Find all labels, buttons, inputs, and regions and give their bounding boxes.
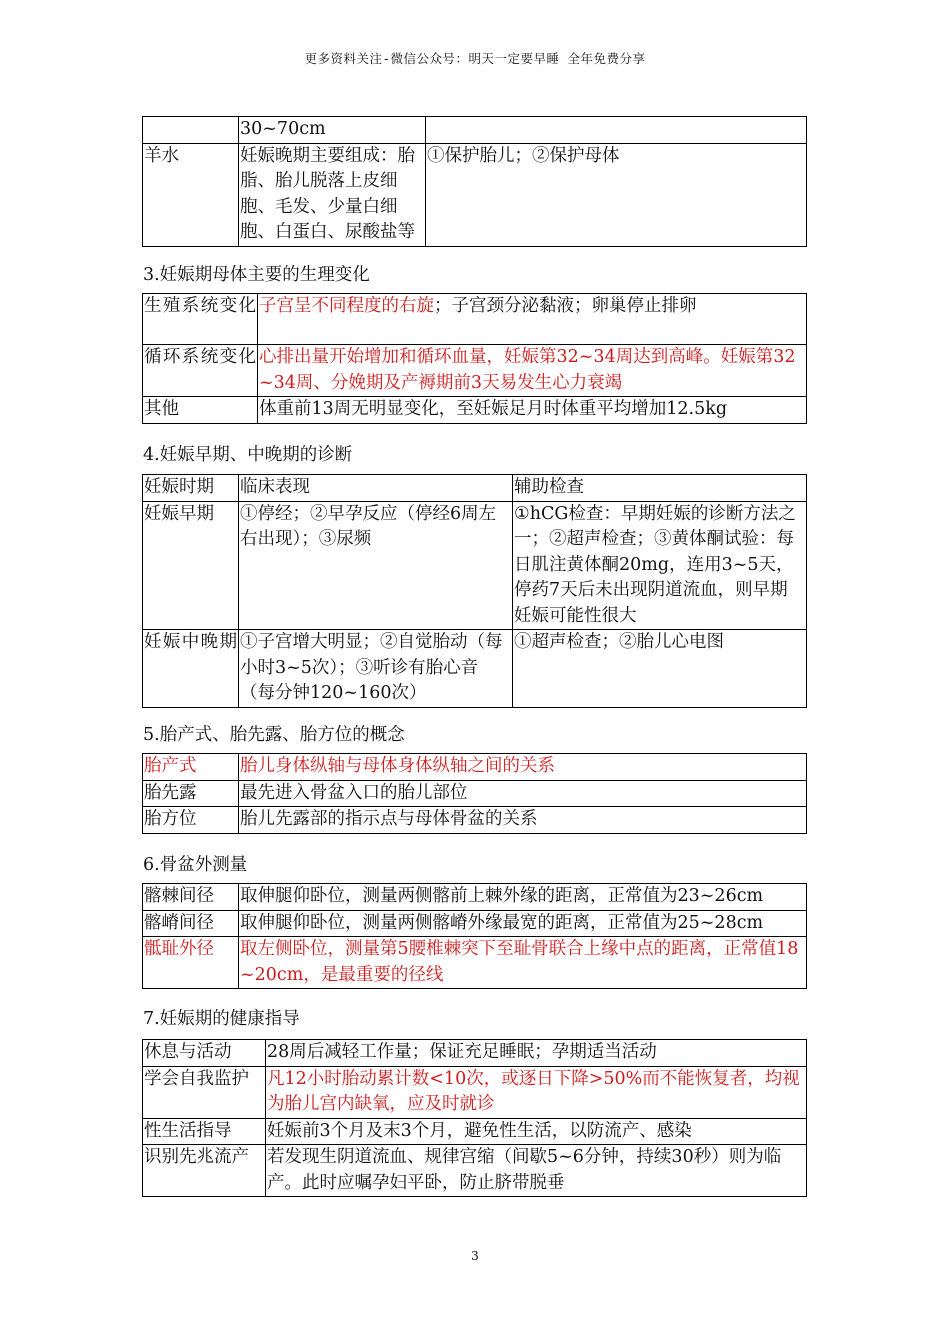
table-cell: ①超声检查；②胎儿心电图 <box>513 630 807 708</box>
table-cell: 取左侧卧位，测量第5腰椎棘突下至耻骨联合上缘中点的距离，正常值18~20cm，是最重要的径线 <box>239 937 807 989</box>
row-label: 其他 <box>143 397 258 424</box>
table-cell: ①停经；②早孕反应（停经6周左右出现）；③尿频 <box>239 501 513 630</box>
table-cell <box>143 117 239 144</box>
amniotic-fluid-table <box>142 116 807 247</box>
table-cell: 最先进入骨盆入口的胎儿部位 <box>239 780 807 807</box>
row-label: 胎方位 <box>143 807 239 834</box>
table-cell: ①保护胎儿；②保护母体 <box>426 143 807 246</box>
row-label: 羊水 <box>143 143 239 246</box>
row-label: 髂嵴间径 <box>143 910 239 937</box>
section-heading: 4.妊娠早期、中晚期的诊断 <box>143 445 353 465</box>
section-heading: 3.妊娠期母体主要的生理变化 <box>143 265 370 285</box>
row-label: 循环系统变化 <box>143 345 258 397</box>
row-label: 识别先兆流产 <box>143 1145 266 1197</box>
table-cell <box>426 117 807 144</box>
row-label: 胎先露 <box>143 780 239 807</box>
column-header: 妊娠时期 <box>143 475 239 502</box>
row-label: 妊娠早期 <box>143 501 239 630</box>
table-cell: ①子宫增大明显；②自觉胎动（每小时3~5次）；③听诊有胎心音（每分钟120~160次） <box>239 630 513 708</box>
pelvic-measurement-table <box>142 883 807 989</box>
physiological-changes-table <box>142 293 807 424</box>
health-guidance-table <box>142 1039 807 1197</box>
table-cell: 体重前13周无明显变化，至妊娠足月时体重平均增加12.5kg <box>258 397 807 424</box>
table-cell: 心排出量开始增加和循环血量，妊娠第32~34周达到高峰。妊娠第32~34周、分娩期及产褥期前3天易发生心力衰竭 <box>258 345 807 397</box>
table-cell <box>258 294 807 345</box>
table-cell: 28周后减轻工作量；保证充足睡眠；孕期适当活动 <box>266 1040 807 1067</box>
column-header: 辅助检查 <box>513 475 807 502</box>
column-header: 临床表现 <box>239 475 513 502</box>
row-label: 学会自我监护 <box>143 1066 266 1118</box>
row-label: 休息与活动 <box>143 1040 266 1067</box>
row-label: 胎产式 <box>143 754 239 781</box>
row-label: 妊娠中晚期 <box>143 630 239 708</box>
section-heading: 5.胎产式、胎先露、胎方位的概念 <box>143 725 405 745</box>
section-heading: 6.骨盆外测量 <box>143 855 248 875</box>
table-cell: 妊娠晚期主要组成：胎脂、胎儿脱落上皮细胞、毛发、少量白细胞、白蛋白、尿酸盐等 <box>239 143 426 246</box>
table-cell: 若发现生阴道流血、规律宫缩（间歇5~6分钟，持续30秒）则为临产。此时应嘱孕妇平卧，防止脐带脱垂 <box>266 1145 807 1197</box>
table-text: ；子宫颈分泌黏液；卵巢停止排卵 <box>434 296 697 316</box>
table-cell: 30~70cm <box>239 117 426 144</box>
highlight-text: 子宫呈不同程度的右旋 <box>259 296 434 316</box>
row-label: 髂棘间径 <box>143 884 239 911</box>
table-cell: 凡12小时胎动累计数<10次，或逐日下降>50%而不能恢复者，均视为胎儿宫内缺氧，应及时就诊 <box>266 1066 807 1118</box>
table-cell: 取伸腿仰卧位，测量两侧髂嵴外缘最宽的距离，正常值为25~28cm <box>239 910 807 937</box>
row-label: 生殖系统变化 <box>143 294 258 345</box>
table-cell: 妊娠前3个月及末3个月，避免性生活，以防流产、感染 <box>266 1118 807 1145</box>
table-cell: ①hCG检查：早期妊娠的诊断方法之一；②超声检查；③黄体酮试验：每日肌注黄体酮20mg，连用3~5天，停药7天后未出现阴道流血，则早期妊娠可能性很大 <box>513 501 807 630</box>
table-cell: 取伸腿仰卧位，测量两侧髂前上棘外缘的距离，正常值为23~26cm <box>239 884 807 911</box>
row-label: 骶耻外径 <box>143 937 239 989</box>
section-heading: 7.妊娠期的健康指导 <box>143 1009 300 1029</box>
row-label: 性生活指导 <box>143 1118 266 1145</box>
diagnosis-table <box>142 474 807 708</box>
table-cell: 胎儿先露部的指示点与母体骨盆的关系 <box>239 807 807 834</box>
fetal-position-table <box>142 753 807 834</box>
page-number: 3 <box>471 1249 479 1263</box>
page-header: 更多资料关注-微信公众号：明天一定要早睡 全年免费分享 <box>304 51 646 66</box>
table-cell: 胎儿身体纵轴与母体身体纵轴之间的关系 <box>239 754 807 781</box>
